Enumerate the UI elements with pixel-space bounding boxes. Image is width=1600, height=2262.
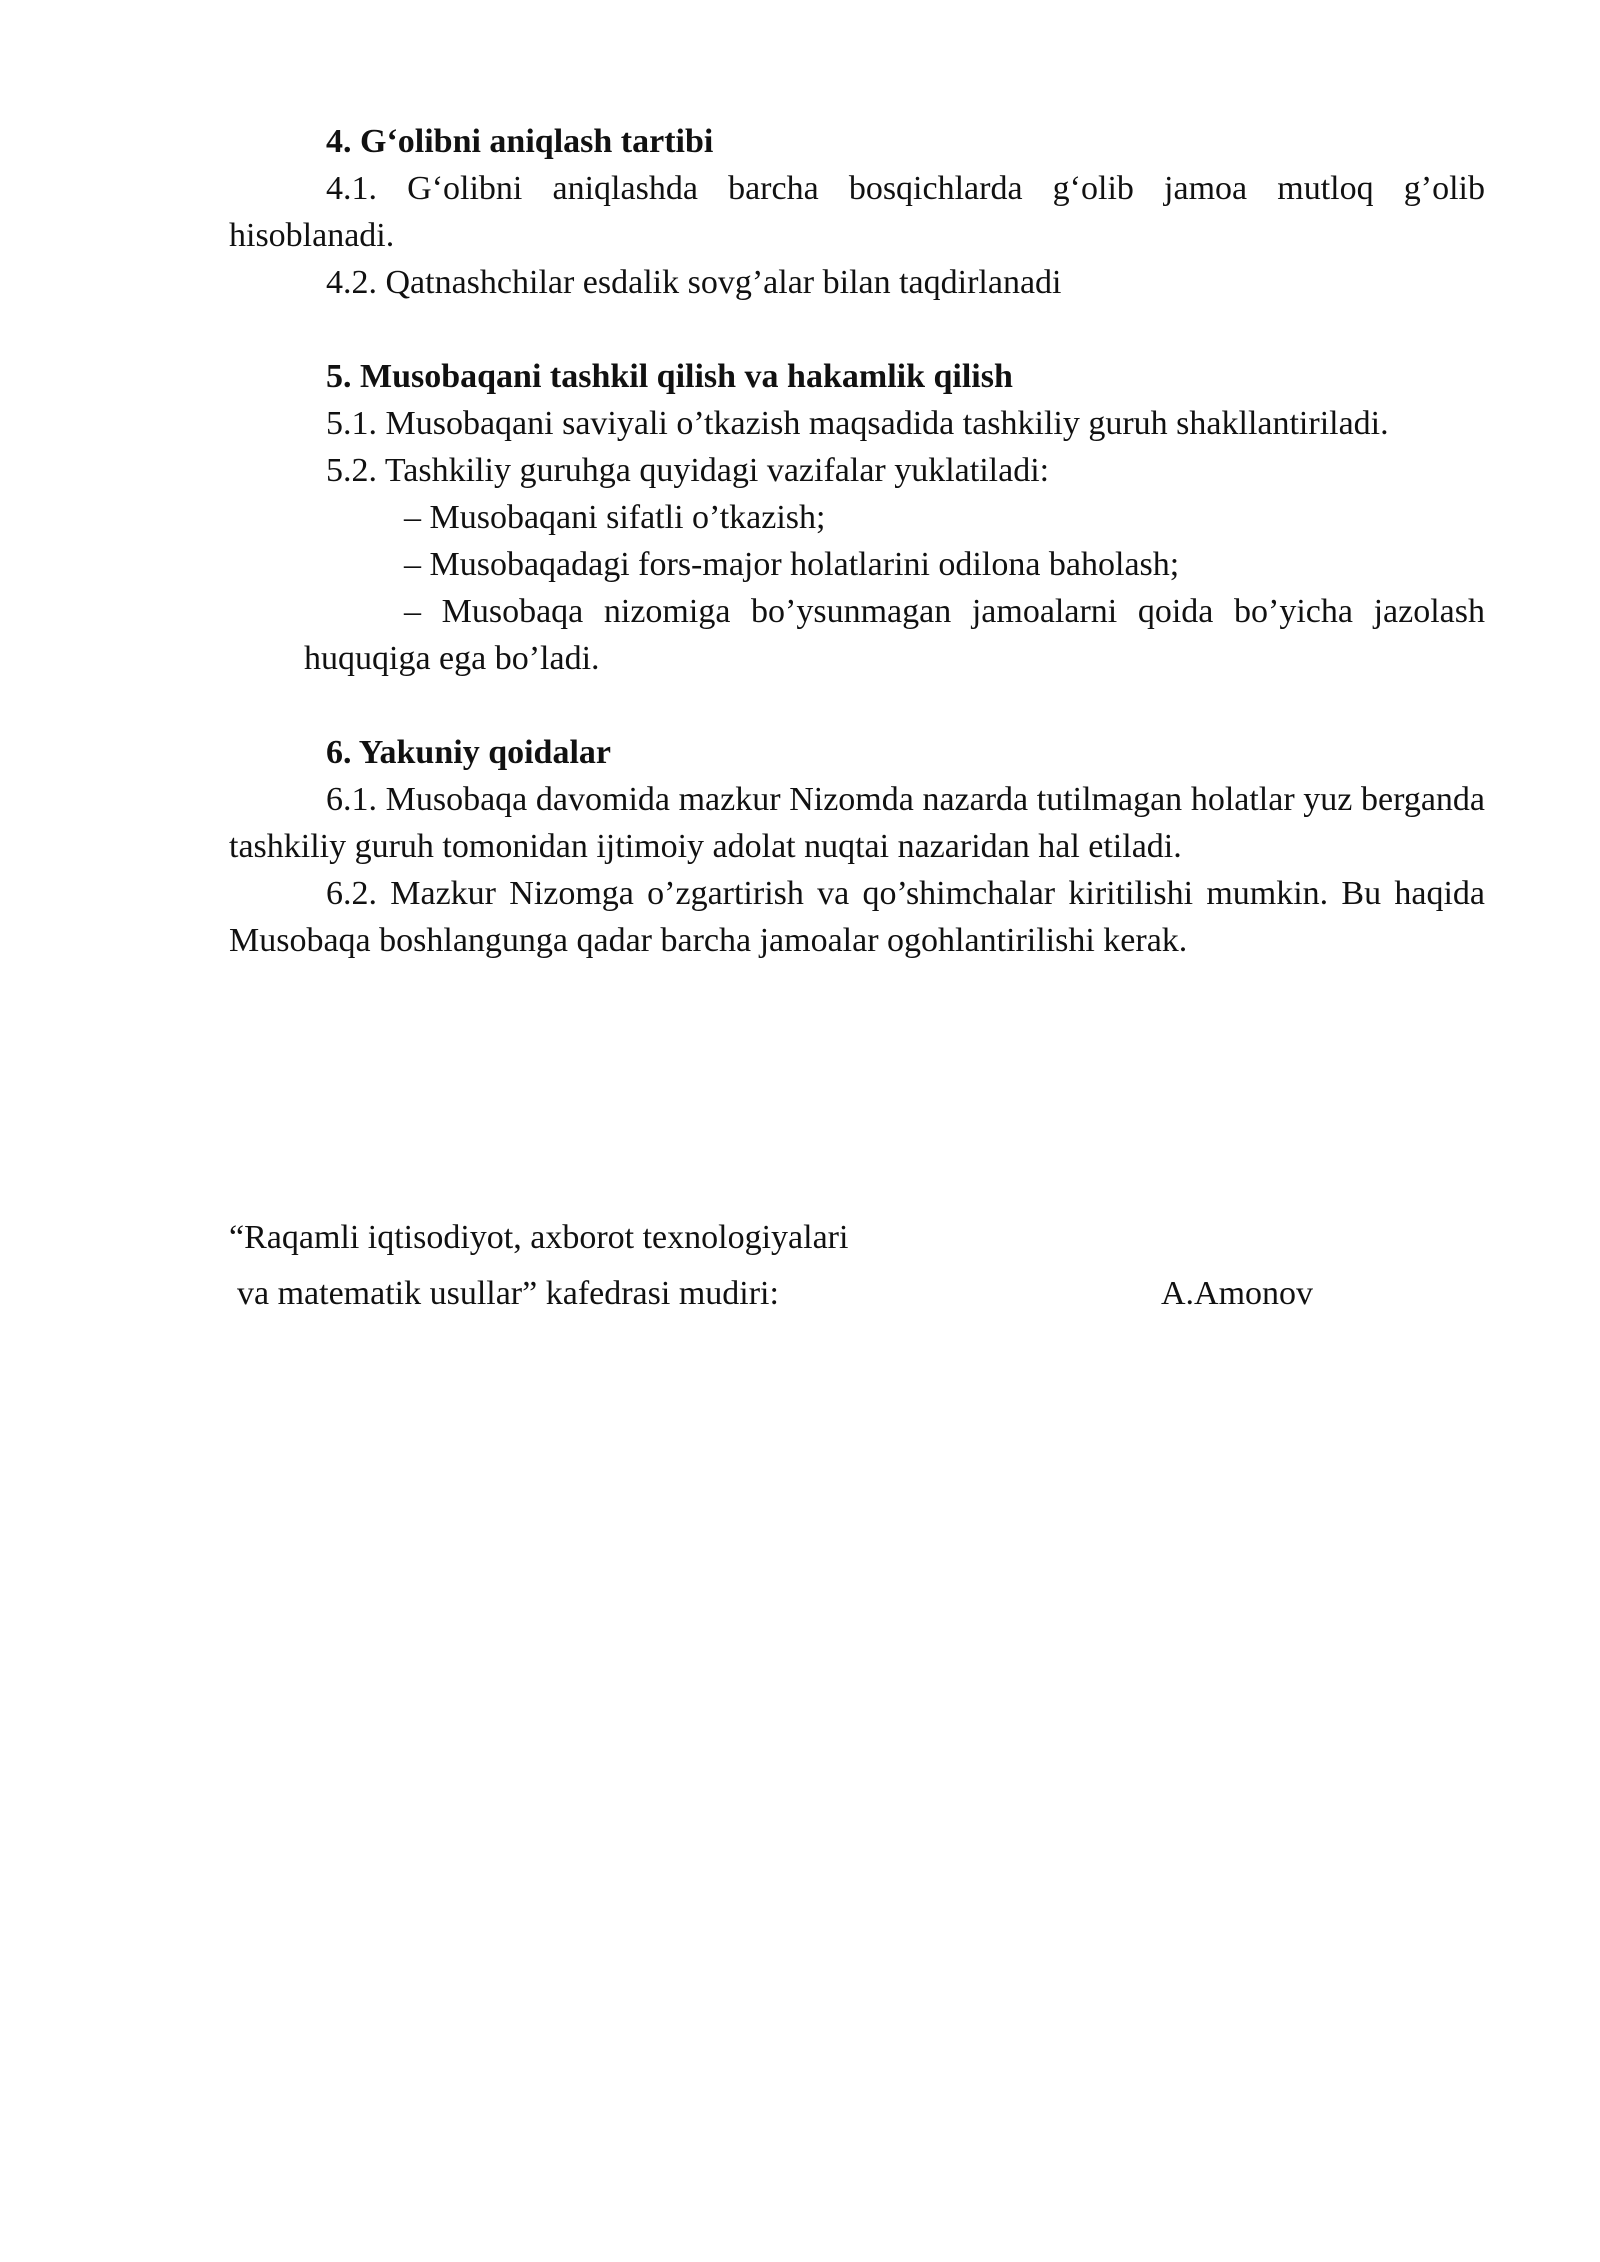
section-spacer: [229, 682, 1485, 729]
section-4-paragraph-2: 4.2. Qatnashchilar esdalik sovg’alar bilan taqdirlanadi: [326, 264, 1062, 301]
signature-department-line-2: va matematik usullar” kafedrasi mudiri:: [237, 1275, 779, 1312]
signature-name: A.Amonov: [1161, 1275, 1314, 1312]
signature-department-line-1: “Raqamli iqtisodiyot, axborot texnologiyalari: [229, 1219, 849, 1256]
signature-block: [229, 1210, 1485, 1322]
document-body: [229, 118, 1485, 964]
section-6-paragraph-1: 6.1. Musobaqa davomida mazkur Nizomda nazarda tutilmagan holatlar yuz berganda tashkiliy guruh tomonidan ijtimoiy adolat nuqtai nazaridan hal etiladi.: [229, 781, 1485, 865]
section-6-heading: 6. Yakuniy qoidalar: [326, 734, 611, 771]
signature-row: [229, 1266, 1485, 1322]
section-5-bullet-2: – Musobaqadagi fors-major holatlarini odilona baholash;: [404, 546, 1180, 583]
section-5-bullet-3: – Musobaqa nizomiga bo’ysunmagan jamoalarni qoida bo’yicha jazolash huquqiga ega bo’ladi.: [304, 593, 1485, 677]
section-5-bullet-1: – Musobaqani sifatli o’tkazish;: [404, 499, 826, 536]
section-4-paragraph-1: 4.1. G‘olibni aniqlashda barcha bosqichlarda g‘olib jamoa mutloq g’olib hisoblanadi.: [229, 170, 1485, 254]
section-5-heading: 5. Musobaqani tashkil qilish va hakamlik qilish: [326, 358, 1013, 395]
section-4-heading: 4. G‘olibni aniqlash tartibi: [326, 123, 714, 160]
section-5-paragraph-1: 5.1. Musobaqani saviyali o’tkazish maqsadida tashkiliy guruh shakllantiriladi.: [326, 405, 1389, 442]
section-5-paragraph-2: 5.2. Tashkiliy guruhga quyidagi vazifalar yuklatiladi:: [326, 452, 1050, 489]
section-6-paragraph-2: 6.2. Mazkur Nizomga o’zgartirish va qo’shimchalar kiritilishi mumkin. Bu haqida Musobaqa boshlangunga qadar barcha jamoalar ogohlantirilishi kerak.: [229, 875, 1485, 959]
section-spacer: [229, 306, 1485, 353]
